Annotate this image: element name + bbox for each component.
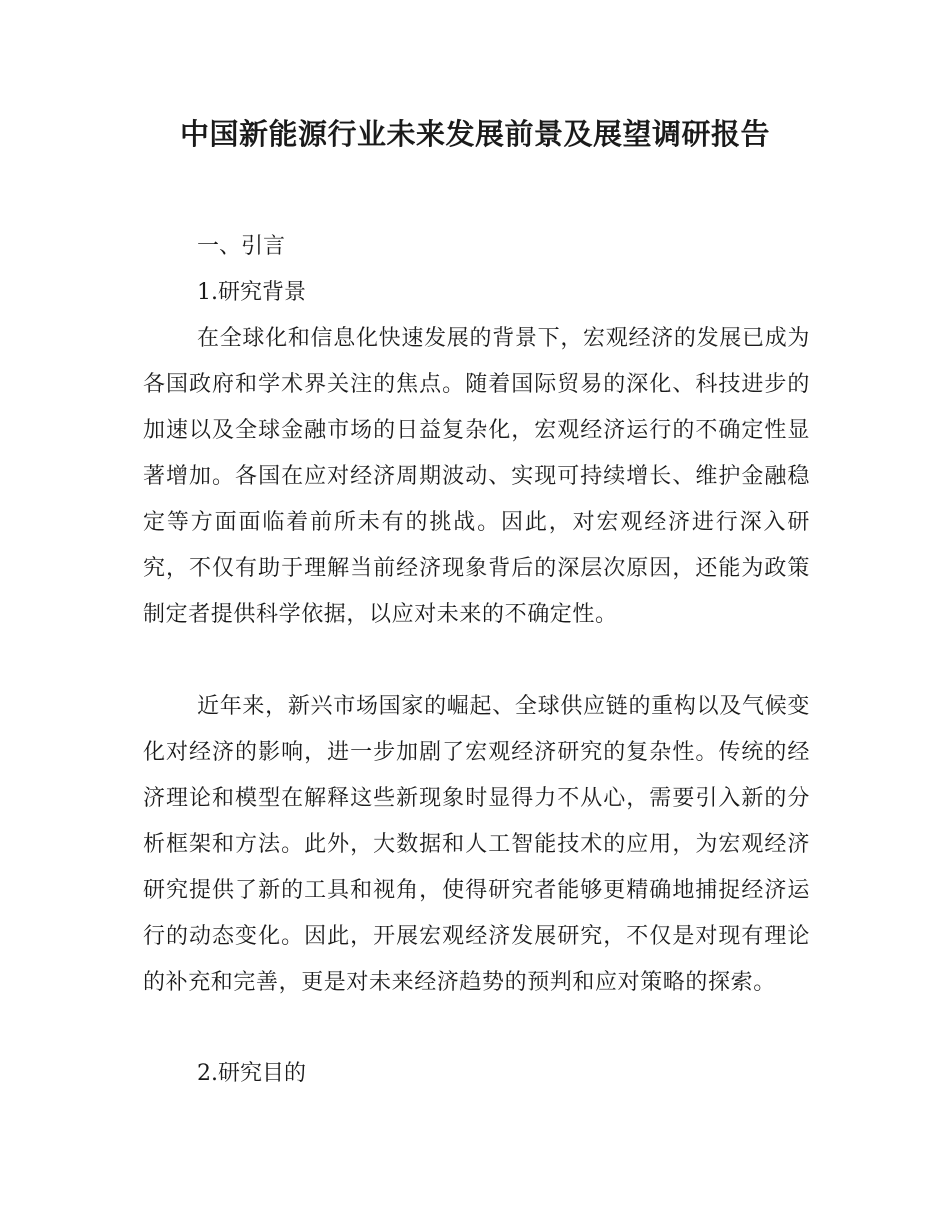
paragraph-background-2: 近年来，新兴市场国家的崛起、全球供应链的重构以及气候变化对经济的影响，进一步加剧了宏观经济研究的复杂性。传统的经济理论和模型在解释这些新现象时显得力不从心，需要引入新的分析框架和方法。此外，大数据和人工智能技术的应用，为宏观经济研究提供了新的工具和视角，使得研究者能够更精确地捕捉经济运行的动态变化。因此，开展宏观经济发展研究，不仅是对现有理论的补充和完善，更是对未来经济趋势的预判和应对策略的探索。 bbox=[143, 694, 810, 995]
subsection-heading-research-purpose: 2.研究目的 bbox=[197, 1061, 306, 1086]
subsection-heading-research-background: 1.研究背景 bbox=[197, 280, 306, 305]
paragraph-background-1: 在全球化和信息化快速发展的背景下，宏观经济的发展已成为各国政府和学术界关注的焦点。随着国际贸易的深化、科技进步的加速以及全球金融市场的日益复杂化，宏观经济运行的不确定性显著增加。各国在应对经济周期波动、实现可持续增长、维护金融稳定等方面面临着前所未有的挑战。因此，对宏观经济进行深入研究，不仅有助于理解当前经济现象背后的深层次原因，还能为政策制定者提供科学依据，以应对未来的不确定性。 bbox=[143, 326, 810, 627]
document-title: 中国新能源行业未来发展前景及展望调研报告 bbox=[179, 117, 770, 151]
section-heading-introduction: 一、引言 bbox=[197, 234, 286, 259]
